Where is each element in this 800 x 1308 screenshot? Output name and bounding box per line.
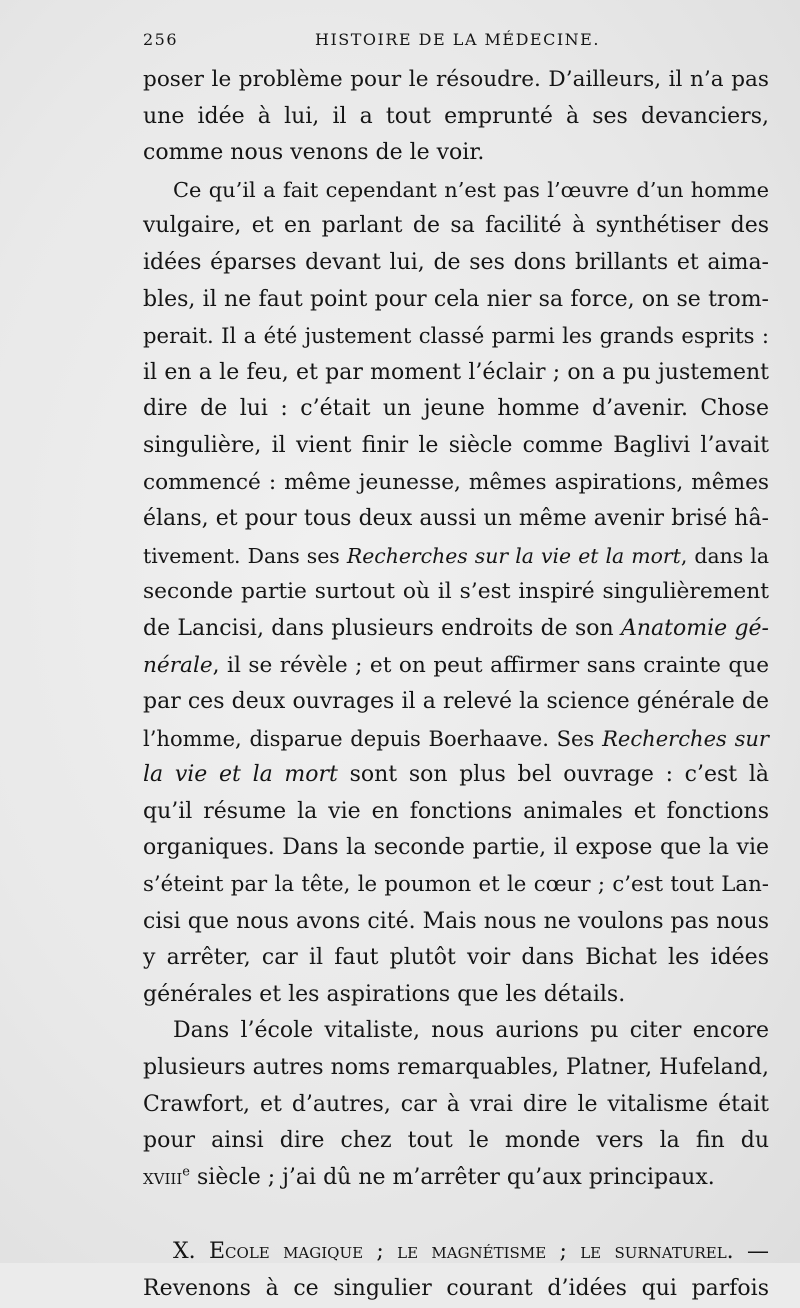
text-span: de Lancisi, dans plusieurs endroits de son <box>143 615 621 641</box>
book-title-italic: Anatomie gé- <box>620 615 769 641</box>
book-title-italic: Recherches sur la vie et la mort <box>346 543 681 568</box>
text-line <box>143 1160 769 1197</box>
page-header <box>143 26 783 62</box>
body-text <box>143 62 769 1308</box>
text-line: Revenons à ce singulier courant d’idées qui parfois <box>143 1276 769 1301</box>
text-span: , il se révèle ; et on peut affirmer sans crainte que <box>212 652 769 678</box>
text-line: s’éteint par la tête, le poumon et le cœur ; c’est tout Lan- <box>143 872 769 898</box>
text-line: cisi que nous avons cité. Mais nous ne voulons pas nous <box>143 908 769 934</box>
text-line: y arrêter, car il faut plutôt voir dans Bichat les idées <box>143 945 769 971</box>
text-line: une idée à lui, il a tout emprunté à ses devanciers, <box>143 103 769 129</box>
text-line <box>143 538 769 575</box>
section-heading: X. Ecole magique ; le magnétisme ; le surnaturel. — <box>173 1239 769 1265</box>
running-title: HISTOIRE DE LA MÉDECINE. <box>315 30 600 49</box>
text-span: l’homme, disparue depuis Boerhaave. Ses <box>143 725 603 751</box>
text-line: singulière, il vient finir le siècle comme Baglivi l’avait <box>143 432 769 458</box>
text-line <box>143 757 769 794</box>
text-line: bles, il ne faut point pour cela nier sa force, on se trom- <box>143 286 769 312</box>
text-line: commencé : même jeunesse, mêmes aspirations, mêmes <box>143 469 769 495</box>
century-numeral: xviii <box>143 1164 183 1190</box>
text-span: sont son plus bel ouvrage : c’est là <box>337 762 769 788</box>
text-span: siècle ; j’ai dû ne m’arrêter qu’aux principaux. <box>190 1164 715 1190</box>
book-title-italic: nérale <box>143 652 213 678</box>
text-line: Dans l’école vitaliste, nous aurions pu citer encore <box>173 1018 769 1044</box>
text-line: par ces deux ouvrages il a relevé la science générale de <box>143 689 769 715</box>
text-span: tivement. Dans ses <box>143 543 347 568</box>
text-line: seconde partie surtout où il s’est inspiré singulièrement <box>143 579 769 605</box>
text-line: Ce qu’il a fait cependant n’est pas l’œuvre d’un homme <box>173 177 769 202</box>
text-line: vulgaire, et en parlant de sa facilité à synthétiser des <box>143 213 769 239</box>
superscript-e: e <box>182 1164 190 1180</box>
text-line: il en a le feu, et par moment l’éclair ; on a pu justement <box>143 359 769 385</box>
text-line: générales et les aspirations que les détails. <box>143 981 626 1007</box>
text-line: plusieurs autres noms remarquables, Platner, Hufeland, <box>143 1055 769 1081</box>
text-line <box>143 611 769 648</box>
page-number: 256 <box>143 30 179 49</box>
text-line: idées éparses devant lui, de ses dons brillants et aima- <box>143 249 769 275</box>
text-line: Crawfort, et d’autres, car à vrai dire le vitalisme était <box>143 1091 769 1117</box>
text-line <box>143 648 769 685</box>
text-line <box>143 721 769 758</box>
book-title-italic: la vie et la mort <box>143 762 338 788</box>
text-span: , dans la <box>680 543 769 568</box>
text-line: perait. Il a été justement classé parmi les grands esprits : <box>143 323 769 349</box>
text-line: dire de lui : c’était un jeune homme d’avenir. Chose <box>143 396 769 422</box>
text-line: pour ainsi dire chez tout le monde vers la fin du <box>143 1128 769 1154</box>
text-line: organiques. Dans la seconde partie, il expose que la vie <box>143 835 769 861</box>
text-line: qu’il résume la vie en fonctions animales et fonctions <box>143 798 769 824</box>
text-line: comme nous venons de le voir. <box>143 140 485 166</box>
text-line: élans, et pour tous deux aussi un même avenir brisé hâ- <box>143 506 769 532</box>
text-line: poser le problème pour le résoudre. D’ailleurs, il n’a pas <box>143 67 769 92</box>
book-title-italic: Recherches sur <box>602 725 769 751</box>
section-gap <box>143 1196 769 1234</box>
